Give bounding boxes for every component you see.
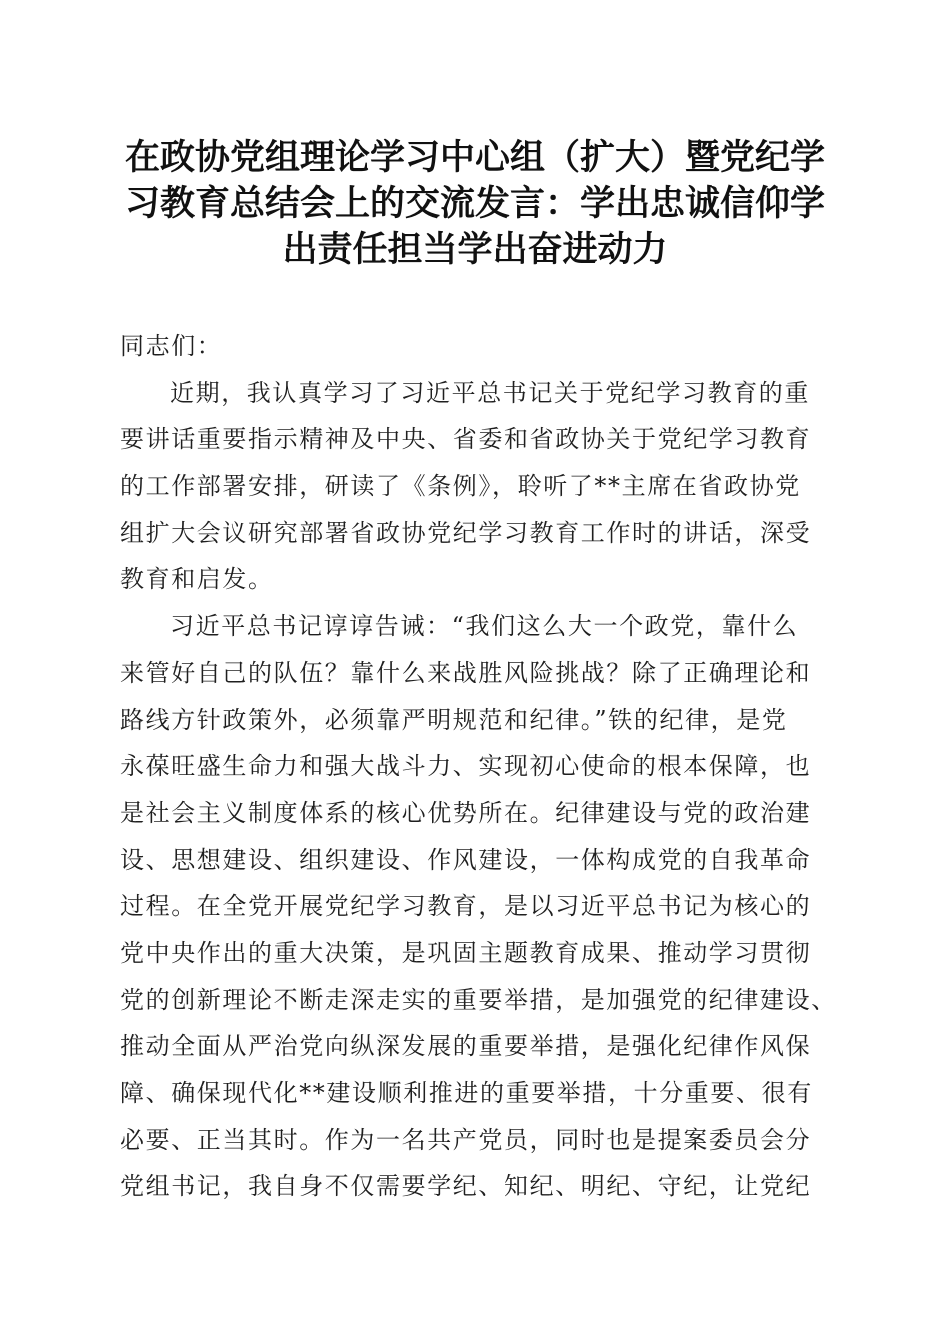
paragraph-line: 过程。在全党开展党纪学习教育，是以习近平总书记为核心的 [120, 892, 812, 921]
paragraph-line: 永葆旺盛生命力和强大战斗力、实现初心使命的根本保障，也 [120, 752, 812, 781]
paragraph-line: 是社会主义制度体系的核心优势所在。纪律建设与党的政治建 [120, 798, 812, 827]
title-line: 出责任担当学出奋进动力 [282, 229, 668, 270]
paragraph-line: 来管好自己的队伍？靠什么来战胜风险挑战？除了正确理论和 [120, 658, 812, 687]
paragraph-line: 障、确保现代化**建设顺利推进的重要举措，十分重要、很有 [120, 1079, 813, 1107]
salutation: 同志们： [120, 332, 223, 360]
paragraph-line: 的工作部署安排，研读了《条例》，聆听了**主席在省政协党 [120, 472, 801, 501]
paragraph-line: 习近平总书记谆谆告诫：“我们这么大一个政党，靠什么 [170, 612, 799, 641]
paragraph-line: 教育和启发。 [120, 565, 274, 594]
title-line: 在政协党组理论学习中心组（扩大）暨党纪学 [124, 137, 825, 178]
paragraph-line: 近期，我认真学习了习近平总书记关于党纪学习教育的重 [170, 378, 810, 407]
paragraph-line: 党中央作出的重大决策，是巩固主题教育成果、推动学习贯彻 [120, 938, 812, 967]
document-title [100, 135, 850, 273]
paragraph-line: 党组书记，我自身不仅需要学纪、知纪、明纪、守纪，让党纪 [120, 1172, 812, 1201]
paragraph-line: 要讲话重要指示精神及中央、省委和省政协关于党纪学习教育 [120, 425, 812, 454]
document-body [120, 323, 840, 1210]
paragraph-line: 路线方针政策外，必须靠严明规范和纪律。”铁的纪律，是党 [120, 705, 788, 734]
paragraph-line: 推动全面从严治党向纵深发展的重要举措，是强化纪律作风保 [120, 1032, 812, 1061]
paragraph-line: 组扩大会议研究部署省政协党纪学习教育工作时的讲话，深受 [120, 518, 812, 547]
paragraph-2 [120, 603, 840, 1210]
paragraph-line: 必要、正当其时。作为一名共产党员，同时也是提案委员会分 [120, 1125, 812, 1154]
paragraph-line: 设、思想建设、组织建设、作风建设，一体构成党的自我革命 [120, 845, 812, 874]
title-line: 习教育总结会上的交流发言：学出忠诚信仰学 [124, 183, 825, 224]
paragraph-1 [120, 370, 840, 603]
paragraph-line: 党的创新理论不断走深走实的重要举措，是加强党的纪律建设、 [120, 985, 837, 1014]
